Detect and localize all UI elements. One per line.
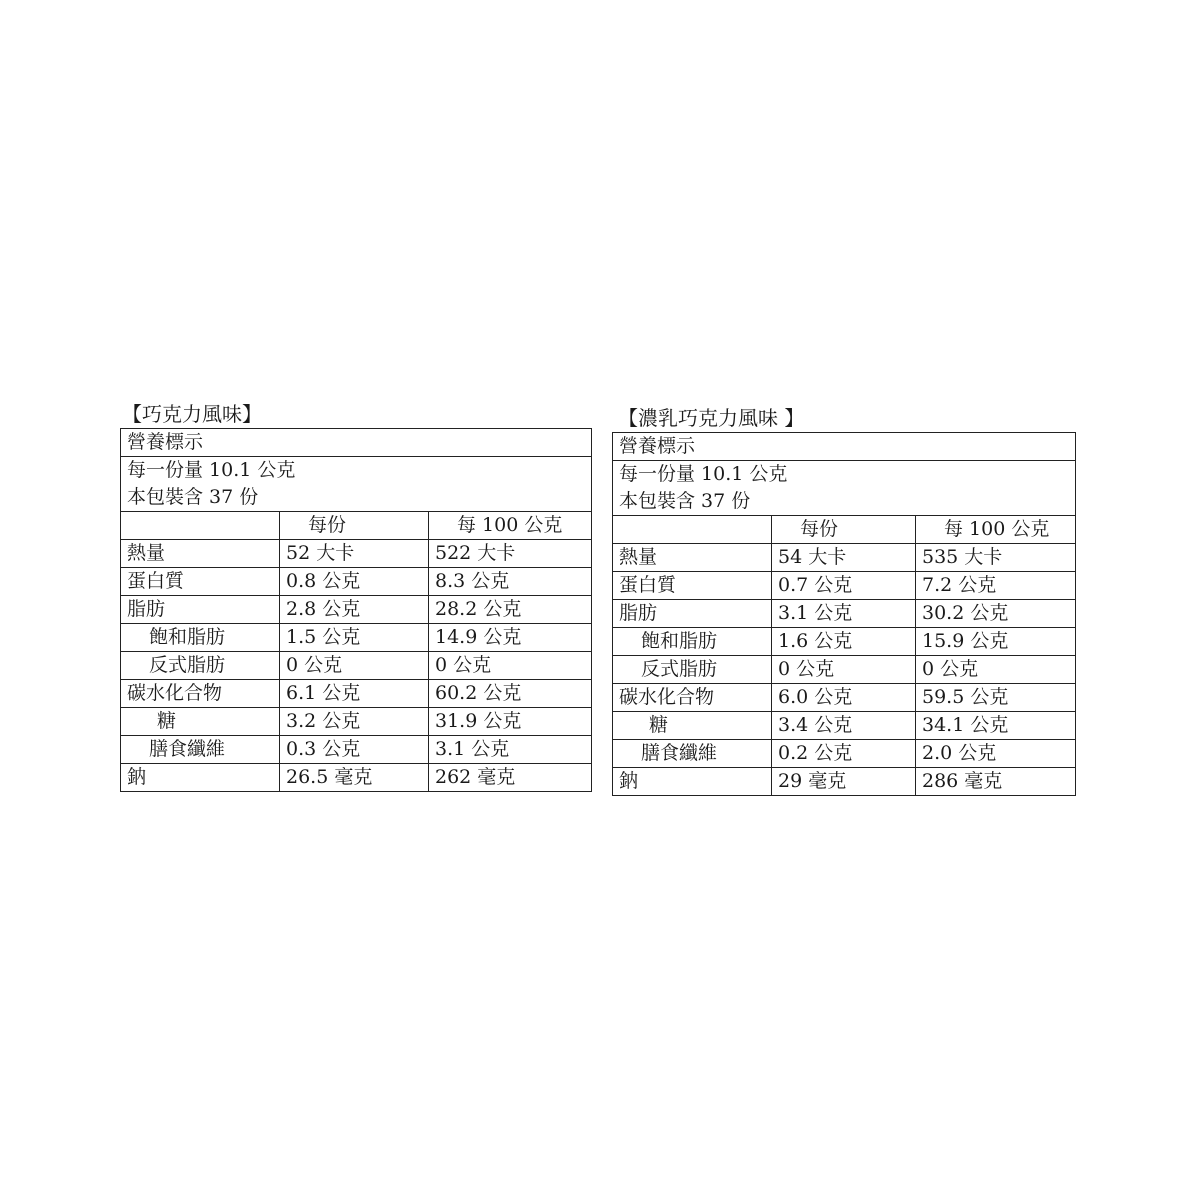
table-row (613, 572, 1076, 600)
nutrition-table (120, 428, 592, 792)
table-row (121, 540, 592, 568)
nutrient-name: 反式脂肪 (121, 652, 280, 680)
table-row (121, 764, 592, 792)
nutrition-panel-chocolate (120, 400, 591, 792)
per-serving-value: 0 公克 (280, 652, 429, 680)
table-row (121, 596, 592, 624)
nutrient-name: 飽和脂肪 (613, 628, 772, 656)
nutrient-name: 膳食纖維 (121, 736, 280, 764)
nutrient-name: 飽和脂肪 (121, 624, 280, 652)
per-100g-value: 522 大卡 (429, 540, 592, 568)
table-row (613, 768, 1076, 796)
per-100g-value: 262 毫克 (429, 764, 592, 792)
per-serving-value: 0.3 公克 (280, 736, 429, 764)
nutrition-label: 營養標示 (613, 433, 1076, 461)
table-row (613, 684, 1076, 712)
nutrient-name: 熱量 (613, 544, 772, 572)
per-100g-value: 34.1 公克 (916, 712, 1076, 740)
nutrient-name: 碳水化合物 (121, 680, 280, 708)
nutrient-name: 糖 (613, 712, 772, 740)
nutrient-name: 熱量 (121, 540, 280, 568)
per-serving-value: 29 毫克 (772, 768, 916, 796)
per-serving-value: 1.5 公克 (280, 624, 429, 652)
panel-title: 【濃乳巧克力風味 】 (618, 406, 805, 430)
per-serving-value: 0 公克 (772, 656, 916, 684)
servings-per-pack: 本包裝含 37 份 (613, 488, 1076, 516)
per-serving-value: 6.0 公克 (772, 684, 916, 712)
per-100g-value: 31.9 公克 (429, 708, 592, 736)
per-serving-value: 0.8 公克 (280, 568, 429, 596)
per-100g-value: 30.2 公克 (916, 600, 1076, 628)
header-per-100g: 每 100 公克 (429, 512, 592, 540)
serving-size: 每一份量 10.1 公克 (613, 461, 1076, 489)
per-100g-value: 15.9 公克 (916, 628, 1076, 656)
per-100g-value: 60.2 公克 (429, 680, 592, 708)
header-per-serving: 每份 (280, 512, 429, 540)
serving-size: 每一份量 10.1 公克 (121, 457, 592, 485)
per-serving-value: 3.1 公克 (772, 600, 916, 628)
per-serving-value: 0.7 公克 (772, 572, 916, 600)
table-row (121, 652, 592, 680)
header-blank (613, 516, 772, 544)
nutrient-name: 碳水化合物 (613, 684, 772, 712)
nutrient-name: 鈉 (613, 768, 772, 796)
per-serving-value: 3.2 公克 (280, 708, 429, 736)
table-row (121, 736, 592, 764)
nutrition-table (612, 432, 1076, 796)
header-blank (121, 512, 280, 540)
table-row (121, 624, 592, 652)
table-row (613, 712, 1076, 740)
per-100g-value: 8.3 公克 (429, 568, 592, 596)
table-row (613, 544, 1076, 572)
per-serving-value: 3.4 公克 (772, 712, 916, 740)
nutrient-name: 鈉 (121, 764, 280, 792)
per-100g-value: 14.9 公克 (429, 624, 592, 652)
per-100g-value: 286 毫克 (916, 768, 1076, 796)
table-row (121, 708, 592, 736)
table-row (613, 740, 1076, 768)
table-row (121, 568, 592, 596)
per-serving-value: 54 大卡 (772, 544, 916, 572)
per-serving-value: 0.2 公克 (772, 740, 916, 768)
per-serving-value: 6.1 公克 (280, 680, 429, 708)
header-per-100g: 每 100 公克 (916, 516, 1076, 544)
table-row (613, 656, 1076, 684)
servings-per-pack: 本包裝含 37 份 (121, 484, 592, 512)
per-100g-value: 0 公克 (429, 652, 592, 680)
nutrient-name: 脂肪 (121, 596, 280, 624)
table-row (121, 680, 592, 708)
per-100g-value: 59.5 公克 (916, 684, 1076, 712)
per-100g-value: 28.2 公克 (429, 596, 592, 624)
per-100g-value: 7.2 公克 (916, 572, 1076, 600)
nutrient-name: 蛋白質 (613, 572, 772, 600)
panel-title: 【巧克力風味】 (122, 402, 262, 426)
table-row (613, 628, 1076, 656)
per-serving-value: 2.8 公克 (280, 596, 429, 624)
nutrition-label: 營養標示 (121, 429, 592, 457)
per-serving-value: 52 大卡 (280, 540, 429, 568)
header-per-serving: 每份 (772, 516, 916, 544)
per-100g-value: 535 大卡 (916, 544, 1076, 572)
nutrient-name: 蛋白質 (121, 568, 280, 596)
per-100g-value: 0 公克 (916, 656, 1076, 684)
nutrient-name: 膳食纖維 (613, 740, 772, 768)
table-row (613, 600, 1076, 628)
nutrient-name: 反式脂肪 (613, 656, 772, 684)
per-100g-value: 3.1 公克 (429, 736, 592, 764)
nutrition-panel-milk-chocolate (612, 404, 1075, 796)
per-serving-value: 1.6 公克 (772, 628, 916, 656)
per-100g-value: 2.0 公克 (916, 740, 1076, 768)
per-serving-value: 26.5 毫克 (280, 764, 429, 792)
nutrient-name: 糖 (121, 708, 280, 736)
nutrient-name: 脂肪 (613, 600, 772, 628)
